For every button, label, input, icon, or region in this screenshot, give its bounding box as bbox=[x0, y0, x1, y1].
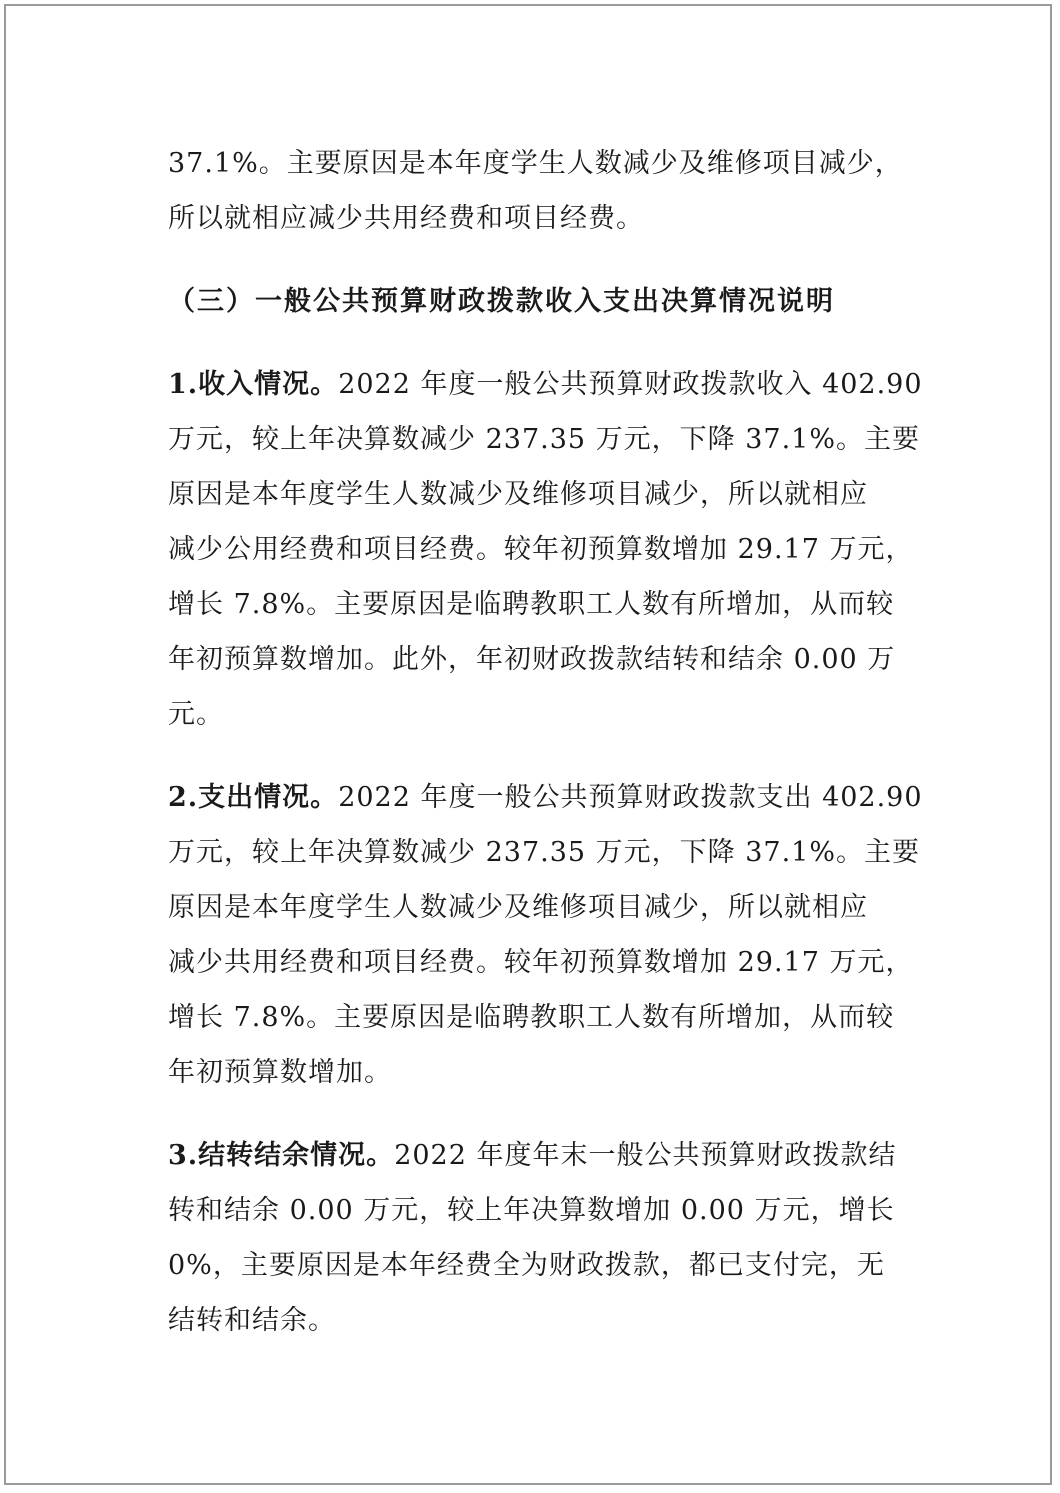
expense-paragraph bbox=[168, 770, 923, 1100]
document-body bbox=[168, 136, 923, 1376]
expense-first-text: 2022 年度一般公共预算财政拨款支出 402.90 bbox=[338, 782, 923, 813]
text-line: 万元，较上年决算数减少 237.35 万元，下降 37.1%。主要 bbox=[168, 837, 920, 868]
text-line bbox=[168, 1128, 897, 1183]
section-heading: （三）一般公共预算财政拨款收入支出决算情况说明 bbox=[168, 286, 835, 317]
intro-paragraph bbox=[168, 136, 903, 246]
carryover-first-text: 2022 年度年末一般公共预算财政拨款结 bbox=[394, 1140, 897, 1171]
text-line: 结转和结余。 bbox=[168, 1305, 336, 1336]
text-line: 37.1%。主要原因是本年度学生人数减少及维修项目减少， bbox=[168, 148, 903, 179]
income-paragraph bbox=[168, 357, 923, 742]
text-line: 万元，较上年决算数减少 237.35 万元，下降 37.1%。主要 bbox=[168, 424, 920, 455]
text-line: 年初预算数增加。 bbox=[168, 1057, 392, 1088]
text-line: 所以就相应减少共用经费和项目经费。 bbox=[168, 203, 644, 234]
text-line: 转和结余 0.00 万元，较上年决算数增加 0.00 万元，增长 bbox=[168, 1195, 895, 1226]
document-page bbox=[4, 4, 1052, 1485]
income-lead: 1.收入情况。 bbox=[168, 369, 339, 400]
text-line: 元。 bbox=[168, 699, 224, 730]
expense-lead: 2.支出情况。 bbox=[168, 782, 339, 813]
text-line: 减少公用经费和项目经费。较年初预算数增加 29.17 万元， bbox=[168, 534, 914, 565]
text-line bbox=[168, 357, 923, 412]
carryover-paragraph bbox=[168, 1128, 897, 1348]
income-first-text: 2022 年度一般公共预算财政拨款收入 402.90 bbox=[338, 369, 923, 400]
text-line: 增长 7.8%。主要原因是临聘教职工人数有所增加，从而较 bbox=[168, 1002, 895, 1033]
text-line bbox=[168, 770, 923, 825]
text-line: 原因是本年度学生人数减少及维修项目减少，所以就相应 bbox=[168, 479, 868, 510]
text-line: 减少共用经费和项目经费。较年初预算数增加 29.17 万元， bbox=[168, 947, 914, 978]
text-line: 0%，主要原因是本年经费全为财政拨款，都已支付完，无 bbox=[168, 1250, 885, 1281]
carryover-lead: 3.结转结余情况。 bbox=[168, 1140, 395, 1171]
text-line: 增长 7.8%。主要原因是临聘教职工人数有所增加，从而较 bbox=[168, 589, 895, 620]
text-line: 年初预算数增加。此外，年初财政拨款结转和结余 0.00 万 bbox=[168, 644, 896, 675]
text-line: 原因是本年度学生人数减少及维修项目减少，所以就相应 bbox=[168, 892, 868, 923]
